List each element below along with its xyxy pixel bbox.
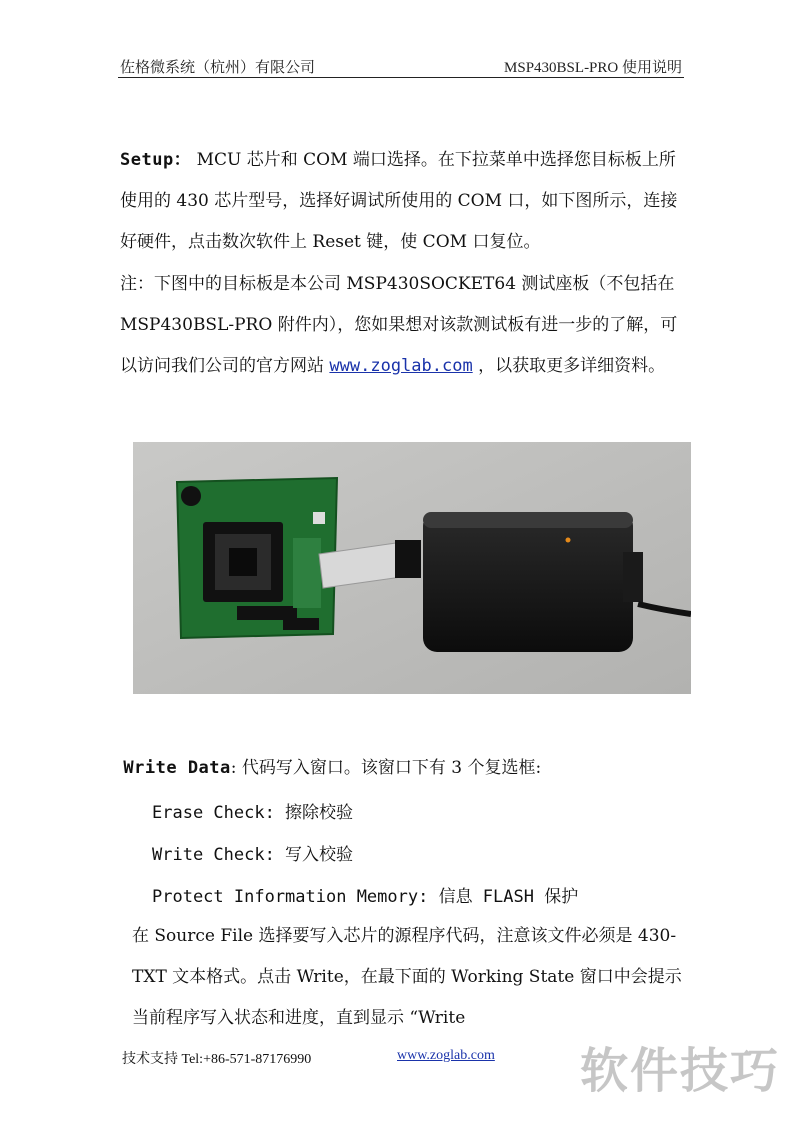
footer-website-link[interactable]: www.zoglab.com: [397, 1048, 495, 1063]
footer-support: 技术支持 Tel:+86-571-87176990: [122, 1052, 312, 1067]
write-check-line: Write Check: 写入校验: [152, 845, 354, 865]
protect-info-memory-line: Protect Information Memory: 信息 FLASH 保护: [152, 887, 579, 907]
write-data-text: : 代码写入窗口。该窗口下有 3 个复选框:: [230, 758, 542, 778]
note-text-before: 注：下图中的目标板是本公司 MSP430SOCKET64 测试座板（不包括在 MSP430BSL-PRO 附件内），您如果想对该款测试板有进一步的了解，可以访问我们公司的官方网站: [120, 274, 678, 376]
header-divider: [118, 77, 684, 78]
header-doc-title: MSP430BSL-PRO 使用说明: [504, 60, 682, 76]
erase-check-line: Erase Check: 擦除校验: [152, 803, 354, 823]
hardware-photo: [133, 442, 691, 694]
note-paragraph: [120, 264, 686, 387]
target-board: [177, 478, 337, 638]
setup-text: MCU 芯片和 COM 端口选择。在下拉菜单中选择您目标板上所使用的 430 芯片型号，选择好调试所使用的 COM 口，如下图所示，连接好硬件，点击数次软件上 Reset 键，使 COM 口复位。: [120, 150, 678, 252]
write-data-label: Write Data: [123, 758, 231, 778]
watermark-text: 软件技巧: [579, 1043, 780, 1099]
write-data-paragraph: [120, 748, 686, 789]
website-link[interactable]: www.zoglab.com: [329, 356, 473, 376]
header-company: 佐格微系统（杭州）有限公司: [120, 60, 316, 76]
source-file-paragraph: 在 Source File 选择要写入芯片的源程序代码，注意该文件必须是 430-TXT 文本格式。点击 Write，在最下面的 Working State 窗口中会提示当前程序写入状态和进度，直到显示 “Write: [132, 926, 682, 1028]
note-text-after: ，以获取更多详细资料。: [472, 356, 666, 376]
setup-paragraph: [120, 140, 686, 263]
setup-label: Setup：: [120, 150, 192, 170]
